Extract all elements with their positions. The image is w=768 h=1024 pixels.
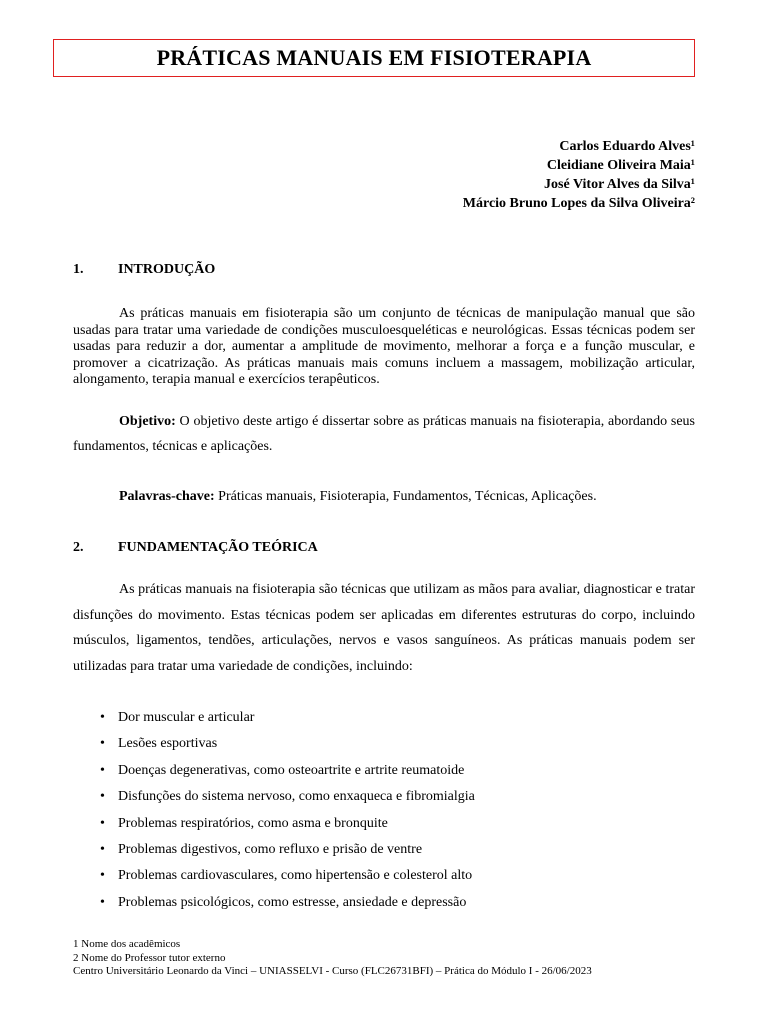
keywords-label: Palavras-chave: [119, 489, 215, 504]
section-number: 1. [73, 262, 84, 277]
objective-label: Objetivo: [119, 414, 176, 429]
list-item: • Doenças degenerativas, como osteoartrite e artrite reumatoide [73, 758, 475, 784]
fundamentacao-paragraph [73, 577, 695, 679]
conditions-list [73, 705, 475, 916]
objective-paragraph [73, 409, 695, 459]
list-item: • Problemas digestivos, como refluxo e prisão de ventre [73, 837, 475, 863]
paragraph-text: As práticas manuais na fisioterapia são técnicas que utilizam as mãos para avaliar, diagnosticar e tratar disfunções do movimento. Estas técnicas podem ser aplicadas em diferentes estruturas do corpo, incluindo músculos, ligamentos, tendões, articulações, nervos e vasos sanguíneos. As práticas manuais podem ser utilizadas para tratar uma variedade de condições, incluindo: [73, 582, 695, 674]
author-name: Cleidiane Oliveira Maia¹ [546, 158, 695, 173]
document-title: PRÁTICAS MANUAIS EM FISIOTERAPIA [156, 45, 592, 70]
introduction-paragraph [73, 306, 695, 389]
section-title: FUNDAMENTAÇÃO TEÓRICA [118, 540, 318, 555]
section-heading-introduction [73, 262, 215, 278]
list-item: • Lesões esportivas [73, 731, 475, 757]
author-name: José Vitor Alves da Silva¹ [544, 177, 695, 192]
bullet-icon: • [100, 710, 105, 725]
keywords-text: Práticas manuais, Fisioterapia, Fundamentos, Técnicas, Aplicações. [214, 489, 597, 504]
bullet-icon: • [100, 762, 105, 778]
title-box [53, 39, 695, 77]
footnote: 2 Nome do Professor tutor externo [73, 951, 226, 964]
bullet-icon: • [100, 841, 105, 857]
footnotes [73, 938, 592, 979]
list-item: • Problemas psicológicos, como estresse, ansiedade e depressão [73, 890, 475, 916]
paragraph-text: As práticas manuais em fisioterapia são um conjunto de técnicas de manipulação manual que são usadas para tratar uma variedade de condições musculoesqueléticas e neurológicas. Essas técnicas podem ser usadas para reduzir a dor, aumentar a amplitude de movimento, melhorar a força e a função muscular, e promover a cicatrização. As práticas manuais mais comuns incluem a massagem, mobilização articular, alongamento, terapia manual e exercícios terapêuticos. [73, 306, 695, 387]
list-item: • Problemas respiratórios, como asma e bronquite [73, 811, 475, 837]
section-title: INTRODUÇÃO [118, 262, 216, 277]
list-item: • Disfunções do sistema nervoso, como enxaqueca e fibromialgia [73, 784, 475, 810]
keywords-paragraph [73, 484, 695, 509]
footnote: Centro Universitário Leonardo da Vinci – UNIASSELVI - Curso (FLC26731BFI) – Prática do Módulo I - 26/06/2023 [73, 965, 592, 977]
author-name: Márcio Bruno Lopes da Silva Oliveira² [462, 196, 695, 211]
footnote: 1 Nome dos acadêmicos [73, 938, 181, 950]
bullet-icon: • [100, 868, 105, 884]
bullet-icon: • [100, 789, 105, 805]
author-list [463, 137, 695, 213]
bullet-icon: • [100, 736, 105, 752]
bullet-icon: • [100, 815, 105, 831]
author-name: Carlos Eduardo Alves¹ [559, 139, 695, 154]
objective-text: O objetivo deste artigo é dissertar sobre as práticas manuais na fisioterapia, abordando seus fundamentos, técnicas e aplicações. [73, 414, 695, 454]
list-item: • Dor muscular e articular [73, 705, 475, 731]
list-item: • Problemas cardiovasculares, como hipertensão e colesterol alto [73, 863, 475, 889]
bullet-icon: • [100, 894, 105, 910]
section-heading-fundamentacao [73, 540, 318, 556]
section-number: 2. [73, 540, 84, 555]
